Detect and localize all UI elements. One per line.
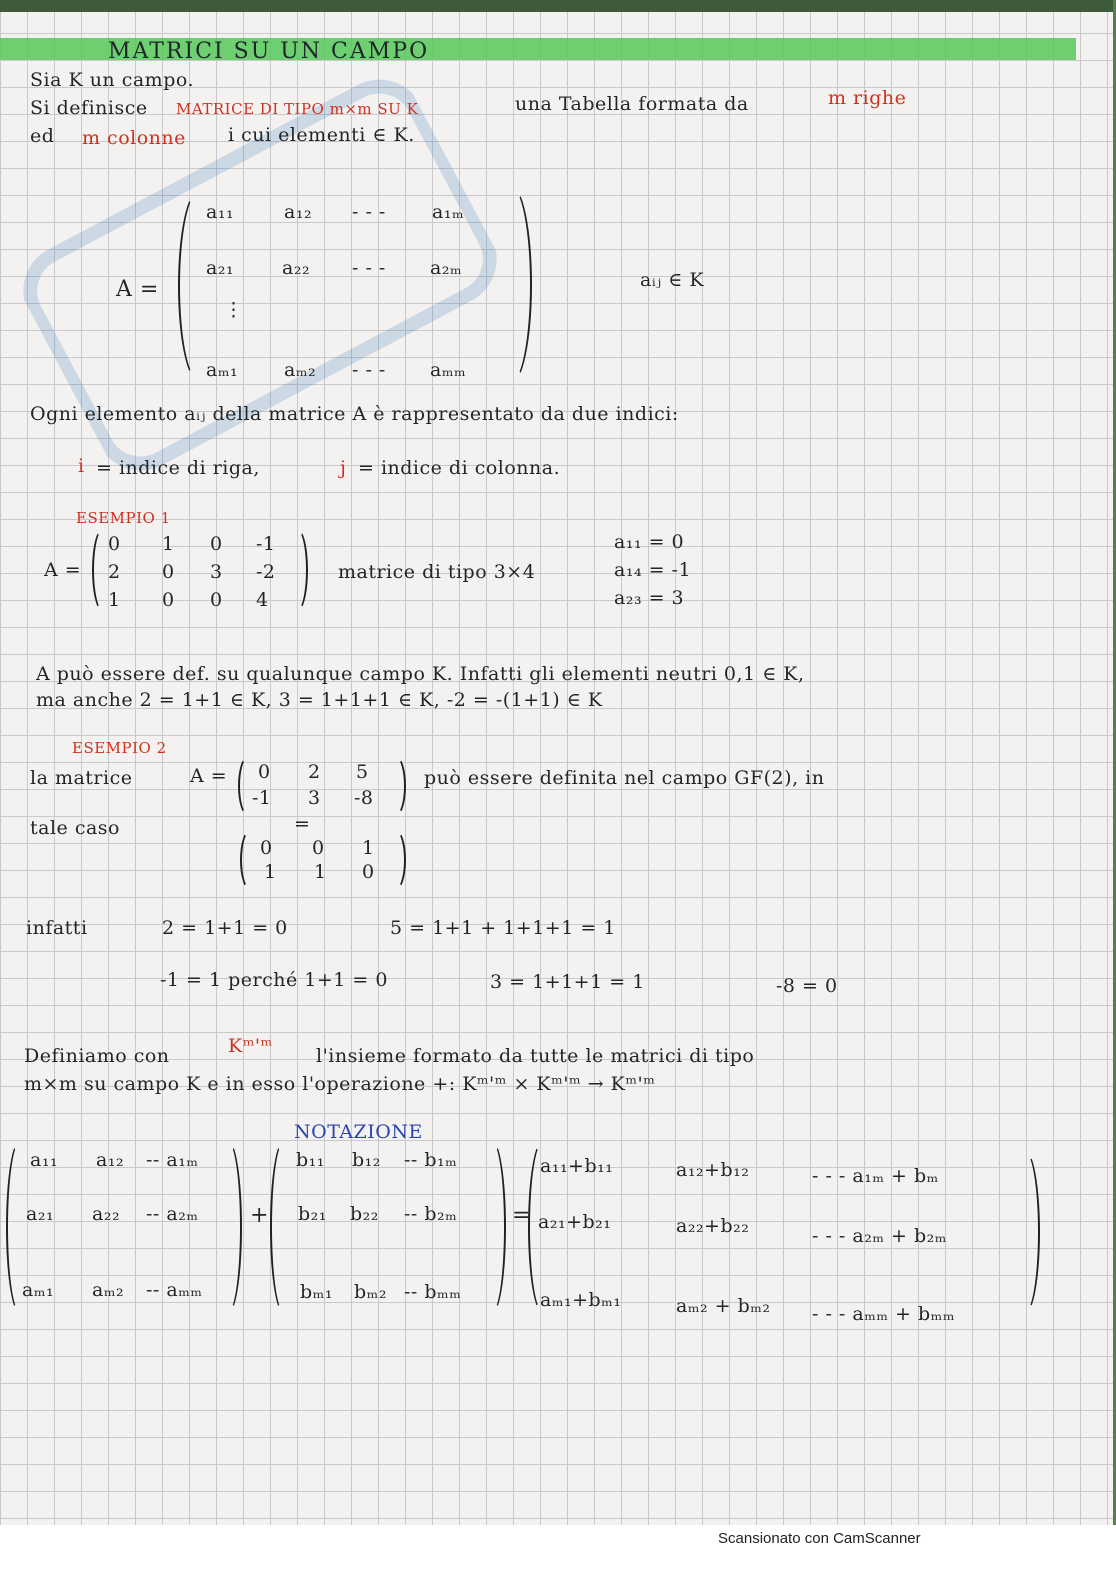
intro-columns-term: m colonne: [82, 127, 186, 149]
example2-gf-cell: 0: [362, 861, 375, 883]
infatti-label: infatti: [26, 917, 88, 939]
matrix-a-cell: aₘ₁: [206, 359, 239, 381]
example2-gf-right-paren: [386, 830, 406, 890]
intro-rows-term: m righe: [828, 87, 907, 109]
example2-gf-cell: 1: [362, 837, 375, 859]
notation-b-cell: b₁₁: [296, 1149, 325, 1171]
notation-a-right-paren: [214, 1140, 242, 1314]
example1-cell: 4: [256, 589, 269, 611]
example2-gf-cell: 1: [314, 861, 327, 883]
notation-b-cell: b₂₂: [350, 1203, 379, 1225]
notation-equals: =: [512, 1203, 531, 1228]
notation-b-cell: -- b₁ₘ: [404, 1149, 458, 1171]
index-j-text: = indice di colonna.: [358, 457, 561, 479]
example2-cell: 5: [356, 761, 369, 783]
intro-line-2c: una Tabella formata da: [515, 93, 749, 115]
notation-b-cell: b₂₁: [298, 1203, 327, 1225]
field-note-line-2: ma anche 2 = 1+1 ∈ K, 3 = 1+1+1 ∈ K, -2 = -(1+1) ∈ K: [36, 689, 603, 711]
define-line-1b: l'insieme formato da tutte le matrici di tipo: [316, 1045, 755, 1067]
example2-label: ESEMPIO 2: [72, 739, 167, 757]
page-title: MATRICI SU UN CAMPO: [108, 39, 430, 64]
notation-a-cell: a₁₂: [96, 1149, 125, 1171]
notation-a-cell: a₂₁: [26, 1203, 55, 1225]
example2-matrix-label: A =: [190, 765, 228, 787]
notation-sum-right-paren: [1010, 1150, 1040, 1314]
index-j: j: [340, 457, 347, 479]
example1-cell: 0: [162, 589, 175, 611]
matrix-a-cell: - - -: [352, 359, 386, 381]
example1-cell: -1: [256, 533, 276, 555]
notation-sum-cell: - - - a₁ₘ + bₘ: [812, 1165, 939, 1187]
example2-cell: -8: [354, 787, 374, 809]
example1-cell: -2: [256, 561, 276, 583]
notation-b-right-paren: [478, 1140, 506, 1314]
notation-b-cell: bₘ₁: [300, 1281, 333, 1303]
example2-case: tale caso: [30, 817, 120, 839]
notation-plus: +: [250, 1203, 269, 1228]
example2-gf-cell: 0: [260, 837, 273, 859]
element-note: Ogni elemento aᵢⱼ della matrice A è rappresentato da due indici:: [30, 403, 679, 425]
camscanner-footer-text: Scansionato con CamScanner: [718, 1530, 921, 1547]
intro-definition-term: MATRICE DI TIPO m×m SU K: [176, 100, 419, 118]
index-i-text: = indice di riga,: [96, 457, 260, 479]
matrix-a-cell: - - -: [352, 257, 386, 279]
example2-cell: 3: [308, 787, 321, 809]
example1-value: a₁₄ = -1: [614, 559, 692, 581]
matrix-a-right-paren: [490, 185, 532, 384]
matrix-a-cell: a₂₁: [206, 257, 235, 279]
notation-a-cell: aₘ₂: [92, 1279, 125, 1301]
notation-a-cell: -- a₂ₘ: [146, 1203, 199, 1225]
notation-a-cell: aₘ₁: [22, 1279, 55, 1301]
notation-b-cell: -- b₂ₘ: [404, 1203, 458, 1225]
example1-cell: 0: [210, 533, 223, 555]
example2-cell: 0: [258, 761, 271, 783]
notation-sum-cell: a₁₁+b₁₁: [540, 1155, 614, 1177]
example1-matrix-label: A =: [44, 559, 82, 581]
intro-line-2a: Si definisce: [30, 97, 148, 119]
define-line-2: m×m su campo K e in esso l'operazione +: Kᵐ'ᵐ × Kᵐ'ᵐ → Kᵐ'ᵐ: [24, 1073, 656, 1095]
example2-cell: 2: [308, 761, 321, 783]
notation-sum-cell: a₂₂+b₂₂: [676, 1215, 750, 1237]
notation-sum-cell: a₂₁+b₂₁: [538, 1211, 612, 1233]
notation-a-cell: -- aₘₘ: [146, 1279, 203, 1301]
infatti-line-1b: 5 = 1+1 + 1+1+1 = 1: [390, 917, 616, 939]
notation-b-left-paren: [270, 1140, 298, 1314]
example1-cell: 1: [108, 589, 121, 611]
field-note-line-1: A può essere def. su qualunque campo K. Infatti gli elementi neutri 0,1 ∈ K,: [36, 663, 805, 685]
notation-b-cell: -- bₘₘ: [404, 1281, 462, 1303]
example1-value: a₁₁ = 0: [614, 531, 685, 553]
intro-line-3c: i cui elementi ∈ K.: [228, 124, 415, 146]
example1-label: ESEMPIO 1: [76, 509, 171, 527]
notation-a-cell: -- a₁ₘ: [146, 1149, 199, 1171]
matrix-a-cell: a₂ₘ: [430, 257, 463, 279]
notation-sum-cell: - - - aₘₘ + bₘₘ: [812, 1303, 955, 1325]
example1-right-paren: [286, 528, 308, 612]
matrix-a-cell: a₂₂: [282, 257, 311, 279]
matrix-a-cell: aₘ₂: [284, 359, 317, 381]
matrix-a-cell: - - -: [352, 201, 386, 223]
notation-sum-cell: aₘ₂ + bₘ₂: [676, 1295, 771, 1317]
define-set-symbol: Kᵐ'ᵐ: [228, 1035, 273, 1057]
example2-intro: la matrice: [30, 767, 133, 789]
notation-a-cell: a₁₁: [30, 1149, 59, 1171]
matrix-a-cell: a₁₂: [284, 201, 313, 223]
example1-cell: 2: [108, 561, 121, 583]
notation-sum-cell: a₁₂+b₁₂: [676, 1159, 750, 1181]
matrix-a-cell: a₁₁: [206, 201, 235, 223]
example2-gf-left-paren: [240, 830, 260, 890]
notation-b-cell: b₁₂: [352, 1149, 381, 1171]
example1-cell: 0: [210, 589, 223, 611]
example2-gf-cell: 1: [264, 861, 277, 883]
scan-top-border: [0, 0, 1116, 12]
notation-label: NOTAZIONE: [294, 1121, 423, 1143]
scan-footer: [0, 1525, 1116, 1579]
example2-gf-cell: 0: [312, 837, 325, 859]
example1-cell: 3: [210, 561, 223, 583]
example2-right-paren: [386, 756, 406, 816]
matrix-a-label: A =: [116, 277, 159, 302]
matrix-a-vdots: ⋮: [224, 299, 244, 321]
index-i: i: [78, 455, 85, 477]
intro-line-1: Sia K un campo.: [30, 69, 194, 91]
example1-cell: 0: [162, 561, 175, 583]
example2-note: può essere definita nel campo GF(2), in: [424, 767, 825, 789]
example1-cell: 1: [162, 533, 175, 555]
define-line-1a: Definiamo con: [24, 1045, 170, 1067]
notation-a-cell: a₂₂: [92, 1203, 121, 1225]
example2-equals: =: [294, 813, 311, 835]
example1-cell: 0: [108, 533, 121, 555]
infatti-line-2b: 3 = 1+1+1 = 1: [490, 971, 645, 993]
matrix-a-side-note: aᵢⱼ ∈ K: [640, 269, 705, 291]
infatti-line-1a: 2 = 1+1 = 0: [162, 917, 288, 939]
notation-sum-cell: - - - a₂ₘ + b₂ₘ: [812, 1225, 947, 1247]
example1-type-note: matrice di tipo 3×4: [338, 561, 536, 583]
notation-b-cell: bₘ₂: [354, 1281, 387, 1303]
example1-value: a₂₃ = 3: [614, 587, 685, 609]
infatti-line-2a: -1 = 1 perché 1+1 = 0: [160, 969, 388, 991]
matrix-a-cell: a₁ₘ: [432, 201, 465, 223]
example2-cell: -1: [252, 787, 272, 809]
infatti-line-2c: -8 = 0: [776, 975, 838, 997]
intro-line-3a: ed: [30, 125, 55, 147]
notation-sum-cell: aₘ₁+bₘ₁: [540, 1289, 622, 1311]
matrix-a-cell: aₘₘ: [430, 359, 467, 381]
